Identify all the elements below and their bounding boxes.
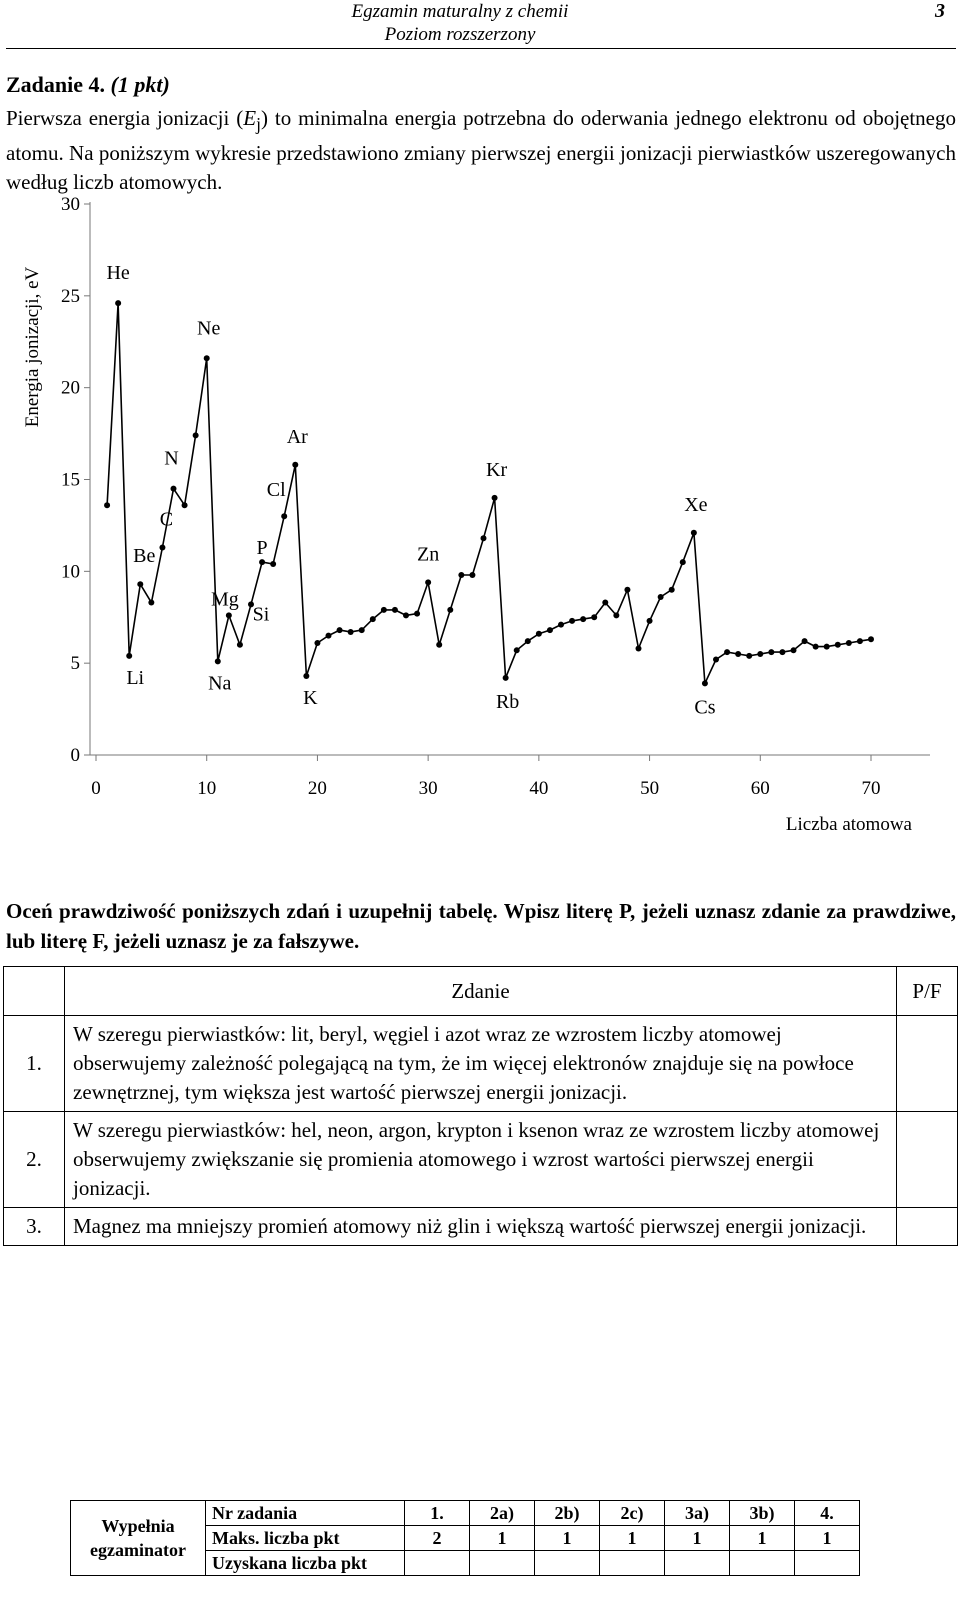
element-label-xe: Xe [684, 493, 708, 516]
x-tick-label: 50 [640, 778, 660, 799]
obtained-points-cell[interactable] [470, 1551, 535, 1576]
data-point [171, 486, 177, 492]
data-point [204, 355, 210, 361]
intro-symbol: E [243, 106, 257, 130]
data-point [237, 642, 243, 648]
data-point [569, 618, 575, 624]
header-statement: Zdanie [65, 967, 897, 1016]
data-point [381, 607, 387, 613]
exam-title: Egzamin maturalny z chemii [351, 1, 569, 22]
element-label-cl: Cl [266, 479, 286, 502]
x-tick-label: 0 [91, 778, 101, 799]
score-table [70, 1500, 860, 1576]
element-label-rb: Rb [495, 690, 520, 713]
data-point [636, 645, 642, 651]
x-tick-label: 10 [197, 778, 217, 799]
data-point [868, 636, 874, 642]
data-point [337, 627, 343, 633]
page-number: 3 [935, 0, 945, 22]
element-label-zn: Zn [417, 543, 440, 566]
data-point [724, 649, 730, 655]
element-label-n: N [164, 447, 179, 470]
task-id: 1. [405, 1501, 470, 1526]
data-point [702, 680, 708, 686]
data-point [713, 656, 719, 662]
task-id: 2a) [470, 1501, 535, 1526]
task-instruction: Oceń prawdziwość poniższych zdań i uzupełnij tabelę. Wpisz literę P, jeżeli uznasz zdanie za prawdziwe, lub literę F, jeżeli uznasz je za fałszywe. [6, 899, 956, 953]
max-points: 1 [470, 1526, 535, 1551]
data-point [403, 612, 409, 618]
statement-row-1 [4, 1016, 958, 1112]
data-point [126, 653, 132, 659]
chart-series [104, 300, 874, 686]
data-point [691, 530, 697, 536]
data-point [735, 651, 741, 657]
answer-cell-1[interactable] [897, 1016, 958, 1112]
data-point [458, 572, 464, 578]
task-id: 2b) [535, 1501, 600, 1526]
data-point [580, 616, 586, 622]
score-row-tasks [71, 1501, 860, 1526]
data-point [680, 559, 686, 565]
statements-table [3, 966, 958, 1246]
max-points: 1 [730, 1526, 795, 1551]
data-point [658, 594, 664, 600]
data-point [148, 600, 154, 606]
y-tick-label: 0 [70, 745, 80, 766]
obtained-points-cell[interactable] [535, 1551, 600, 1576]
element-label-mg: Mg [210, 588, 239, 611]
data-point [226, 612, 232, 618]
row-label-max: Maks. liczba pkt [206, 1526, 405, 1551]
x-tick-label: 30 [418, 778, 438, 799]
data-point [425, 579, 431, 585]
page-header [0, 0, 960, 50]
data-point [857, 638, 863, 644]
x-tick-label: 60 [750, 778, 770, 799]
intro-subscript: j [256, 114, 261, 135]
data-point [469, 572, 475, 578]
statement-row-3 [4, 1208, 958, 1246]
statements-header-row [4, 967, 958, 1016]
answer-cell-2[interactable] [897, 1112, 958, 1208]
data-point [824, 644, 830, 650]
data-point [525, 638, 531, 644]
max-points: 1 [795, 1526, 860, 1551]
answer-cell-3[interactable] [897, 1208, 958, 1246]
max-points: 1 [665, 1526, 730, 1551]
data-point [669, 587, 675, 593]
y-tick-label: 30 [61, 194, 80, 215]
element-label-he: He [106, 262, 130, 285]
statement-text: Magnez ma mniejszy promień atomowy niż glin i większą wartość pierwszej energii jonizacji. [65, 1208, 897, 1246]
data-point [768, 649, 774, 655]
data-point [835, 642, 841, 648]
data-point [846, 640, 852, 646]
max-points: 2 [405, 1526, 470, 1551]
statement-text: W szeregu pierwiastków: hel, neon, argon, krypton i ksenon wraz ze wzrostem liczby atomowej obserwujemy zwiększanie się promienia atomowego i wzrost wartości pierwszej energii jonizacji. [65, 1112, 897, 1208]
y-tick-label: 15 [61, 469, 80, 491]
data-point [182, 502, 188, 508]
header-num-cell [4, 967, 65, 1016]
row-label-tasks: Nr zadania [206, 1501, 405, 1526]
task-number: Zadanie 4. [6, 72, 106, 97]
x-tick-label: 70 [861, 778, 881, 799]
data-point [802, 638, 808, 644]
task-id: 4. [795, 1501, 860, 1526]
task-id: 2c) [600, 1501, 665, 1526]
intro-text-before: Pierwsza energia jonizacji ( [6, 106, 244, 130]
element-label-ne: Ne [197, 317, 221, 340]
element-label-kr: Kr [486, 458, 508, 481]
data-point [326, 633, 332, 639]
x-tick-label: 40 [529, 778, 549, 799]
data-point [591, 614, 597, 620]
data-point [159, 544, 165, 550]
data-point [613, 612, 619, 618]
x-tick-label: 20 [307, 778, 327, 799]
data-point [215, 658, 221, 664]
task-intro [6, 104, 956, 197]
data-point [547, 627, 553, 633]
element-label-be: Be [133, 545, 156, 568]
obtained-points-cell[interactable] [405, 1551, 470, 1576]
data-point [481, 535, 487, 541]
task-id: 3a) [665, 1501, 730, 1526]
row-label-obtained: Uzyskana liczba pkt [206, 1551, 405, 1576]
data-point [348, 629, 354, 635]
examiner-label: Wypełnia egzaminator [71, 1501, 206, 1576]
obtained-points-cell[interactable] [795, 1551, 860, 1576]
element-label-na: Na [208, 672, 232, 695]
data-point [436, 642, 442, 648]
header-divider [6, 48, 956, 49]
data-point [193, 432, 199, 438]
y-axis-label: Energia jonizacji, eV [22, 266, 43, 428]
task-points: (1 pkt) [110, 72, 170, 97]
max-points: 1 [535, 1526, 600, 1551]
y-tick-label: 10 [61, 561, 80, 583]
x-axis-label: Liczba atomowa [785, 814, 912, 835]
data-point [447, 607, 453, 613]
data-point [514, 647, 520, 653]
obtained-points-cell[interactable] [730, 1551, 795, 1576]
obtained-points-cell[interactable] [665, 1551, 730, 1576]
data-point [746, 653, 752, 659]
data-point [624, 587, 630, 593]
y-tick-label: 20 [61, 377, 80, 399]
data-point [370, 616, 376, 622]
element-label-li: Li [126, 666, 145, 689]
element-label-c: C [159, 508, 174, 531]
data-point [292, 462, 298, 468]
data-point [270, 561, 276, 567]
intro-text-after: ) to minimalna energia potrzebna do oderwania jednego elektronu od obojętnego atomu. Na poniższym wykresie przedstawiono zmiany pierwszej energii jonizacji pierwiastków uszeregowanych według liczb atomowych. [6, 106, 957, 195]
data-point [503, 675, 509, 681]
ionization-energy-line [107, 303, 871, 683]
statement-number: 1. [4, 1016, 65, 1112]
data-point [492, 495, 498, 501]
exam-level: Poziom rozszerzony [384, 24, 536, 45]
element-label-ar: Ar [286, 425, 308, 448]
statement-number: 2. [4, 1112, 65, 1208]
element-label-k: K [303, 687, 318, 710]
data-point [647, 618, 653, 624]
statement-row-2 [4, 1112, 958, 1208]
ionization-energy-chart [0, 190, 960, 850]
data-point [602, 600, 608, 606]
data-point [303, 673, 309, 679]
data-point [536, 631, 542, 637]
data-point [281, 513, 287, 519]
element-label-cs: Cs [694, 696, 716, 719]
data-point [414, 611, 420, 617]
data-point [779, 649, 785, 655]
max-points: 1 [600, 1526, 665, 1551]
data-point [137, 581, 143, 587]
data-point [757, 651, 763, 657]
element-label-si: Si [252, 603, 270, 626]
data-point [392, 607, 398, 613]
element-label-p: P [256, 537, 268, 560]
task-title [6, 72, 170, 98]
data-point [259, 559, 265, 565]
chart-annotations [106, 262, 715, 718]
y-tick-label: 5 [70, 653, 80, 675]
data-point [359, 627, 365, 633]
obtained-points-cell[interactable] [600, 1551, 665, 1576]
statement-text: W szeregu pierwiastków: lit, beryl, węgiel i azot wraz ze wzrostem liczby atomowej obserwujemy zależność polegającą na tym, że im więcej elektronów znajduje się na powłoce zewnętrznej, tym większa jest wartość pierwszej energii jonizacji. [65, 1016, 897, 1112]
statement-number: 3. [4, 1208, 65, 1246]
data-point [558, 622, 564, 628]
data-point [791, 647, 797, 653]
data-point [314, 640, 320, 646]
y-tick-label: 25 [61, 285, 80, 307]
header-pf: P/F [897, 967, 958, 1016]
task-id: 3b) [730, 1501, 795, 1526]
data-point [115, 300, 121, 306]
data-point [104, 502, 110, 508]
data-point [813, 644, 819, 650]
